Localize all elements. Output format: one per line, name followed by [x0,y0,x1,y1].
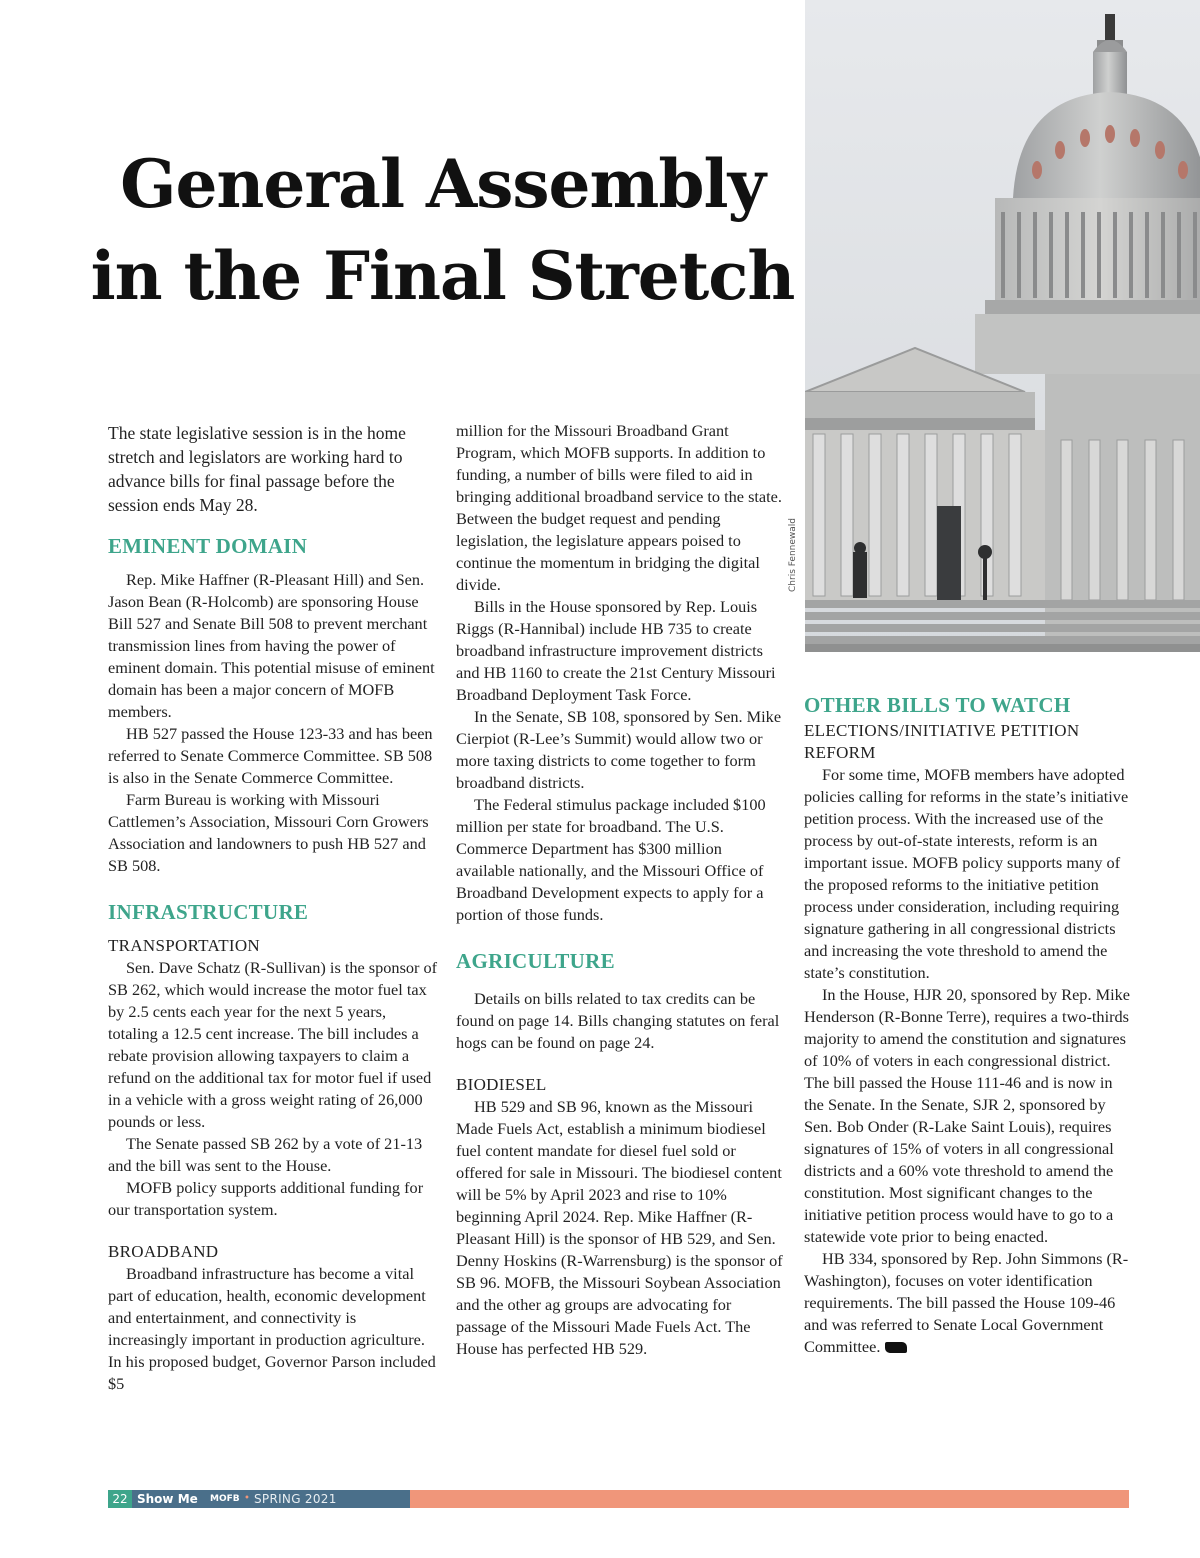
subheading-biodiesel: BIODIESEL [456,1075,547,1094]
paragraph: The Senate passed SB 262 by a vote of 21-13 and the bill was sent to the House. [108,1134,423,1175]
heading-agriculture: AGRICULTURE [456,949,615,973]
footer-left-band [108,1490,410,1508]
paragraph: Broadband infrastructure has become a vital part of education, health, economic development and entertainment, and connectivity is increasingly important in production agriculture. In his proposed budget, Governor Parson included $5 [108,1264,436,1393]
column-2 [456,420,784,1360]
heading-other-bills: OTHER BILLS TO WATCH [804,693,1071,717]
paragraph: Bills in the House sponsored by Rep. Louis Riggs (R-Hannibal) include HB 735 to create broadband infrastructure improvement districts and HB 1160 to create the 21st Century Missouri Broadband Deployment Task Force. [456,597,776,704]
title-line-2: in the Final Stretch [90,237,795,315]
magazine-brand: Show Me [137,1492,198,1506]
paragraph: For some time, MOFB members have adopted policies calling for reforms in the state’s initiative petition process. With the increased use of the process by out-of-state interests, reform is an important issue. MOFB policy supports many of the proposed reforms to the initiative petition process under consideration, including requiring signature gathering in all congressional districts and increasing the vote threshold to amend the state’s constitution. [804,765,1129,982]
org-label: MOFB [210,1494,240,1504]
separator-dot: • [244,1493,250,1504]
capitol-photo [805,0,1200,652]
paragraph: HB 529 and SB 96, known as the Missouri Made Fuels Act, establish a minimum biodiesel fuel content mandate for diesel fuel sold or offered for sale in Missouri. The biodiesel content will be 5% by April 2023 and rise to 10% beginning April 2024. Rep. Mike Haffner (R-Pleasant Hill) is the sponsor of HB 529, and Sen. Denny Hoskins (R-Warrensburg) is the sponsor of SB 96. MOFB, the Missouri Soybean Association and the other ag groups are advocating for passage of the Missouri Made Fuels Act. The House has perfected HB 529. [456,1097,783,1358]
issue-season: SPRING 2021 [254,1492,337,1506]
subheading-transportation: TRANSPORTATION [108,936,260,955]
subheading-broadband: BROADBAND [108,1242,219,1261]
subheading-elections: ELECTIONS/INITIATIVE PETITION REFORM [804,721,1080,762]
page-number: 22 [108,1490,132,1508]
paragraph: The Federal stimulus package included $100 million per state for broadband. The U.S. Commerce Department has $300 million available nationally, and the Missouri Office of Broadband Development expects to apply for a portion of those funds. [456,795,766,924]
column-1 [108,421,438,1395]
footer-right-band [410,1490,1129,1508]
paragraph: HB 527 passed the House 123-33 and has been referred to Senate Commerce Committee. SB 508 is also in the Senate Commerce Committee. [108,724,433,787]
paragraph: million for the Missouri Broadband Grant Program, which MOFB supports. In addition to funding, a number of bills were filed to aid in bringing additional broadband service to the state. Between the budget request and pending legislation, the legislature appears poised to continue the momentum in bridging the digital divide. [456,421,782,594]
paragraph: Sen. Dave Schatz (R-Sullivan) is the sponsor of SB 262, which would increase the motor fuel tax by 2.5 cents each year for the next 5 years, totaling a 12.5 cent increase. The bill includes a rebate provision allowing taxpayers to claim a refund on the additional tax for motor fuel if used in a vehicle with a gross weight rating of 26,000 pounds or less. [108,958,438,1131]
paragraph: Rep. Mike Haffner (R-Pleasant Hill) and Sen. Jason Bean (R-Holcomb) are sponsoring House Bill 527 and Senate Bill 508 to prevent merchant transmission lines from having the power of eminent domain. This potential misuse of eminent domain has been a major concern of MOFB members. [108,570,435,721]
paragraph: MOFB policy supports additional funding for our transportation system. [108,1178,424,1219]
footer-bar [108,1490,1129,1508]
column-3 [804,690,1134,1358]
article-title [80,138,805,322]
intro-paragraph: The state legislative session is in the home stretch and legislators are working hard to advance bills for final passage before the session ends May 28. [108,423,406,515]
heading-infrastructure: INFRASTRUCTURE [108,900,309,924]
paragraph-text: HB 334, sponsored by Rep. John Simmons (R-Washington), focuses on voter identification requirements. The bill passed the House 109-46 and was referred to Senate Local Government Committee. [804,1249,1129,1356]
photo-credit: Chris Fennewald [788,518,798,592]
title-line-1: General Assembly [120,145,765,223]
paragraph: Details on bills related to tax credits can be found on page 14. Bills changing statutes on feral hogs can be found on page 24. [456,989,780,1052]
heading-eminent-domain: EMINENT DOMAIN [108,534,308,558]
paragraph: In the Senate, SB 108, sponsored by Sen. Mike Cierpiot (R-Lee’s Summit) would allow two or more taxing districts to come together to form broadband districts. [456,707,782,792]
paragraph [804,1248,1134,1358]
paragraph: Farm Bureau is working with Missouri Cattlemen’s Association, Missouri Corn Growers Association and landowners to push HB 527 and SB 508. [108,790,429,875]
mofb-logo-icon [885,1342,907,1353]
paragraph: In the House, HJR 20, sponsored by Rep. Mike Henderson (R-Bonne Terre), requires a two-thirds majority to amend the constitution and signatures of 10% of voters in each congressional district. The bill passed the House 111-46 and is now in the Senate. In the Senate, SJR 2, sponsored by Sen. Bob Onder (R-Lake Saint Louis), requires signatures of 15% of voters in all congressional districts and a 60% vote threshold to amend the constitution. Most significant changes to the initiative petition process would have to go to a statewide vote prior to being enacted. [804,985,1130,1246]
